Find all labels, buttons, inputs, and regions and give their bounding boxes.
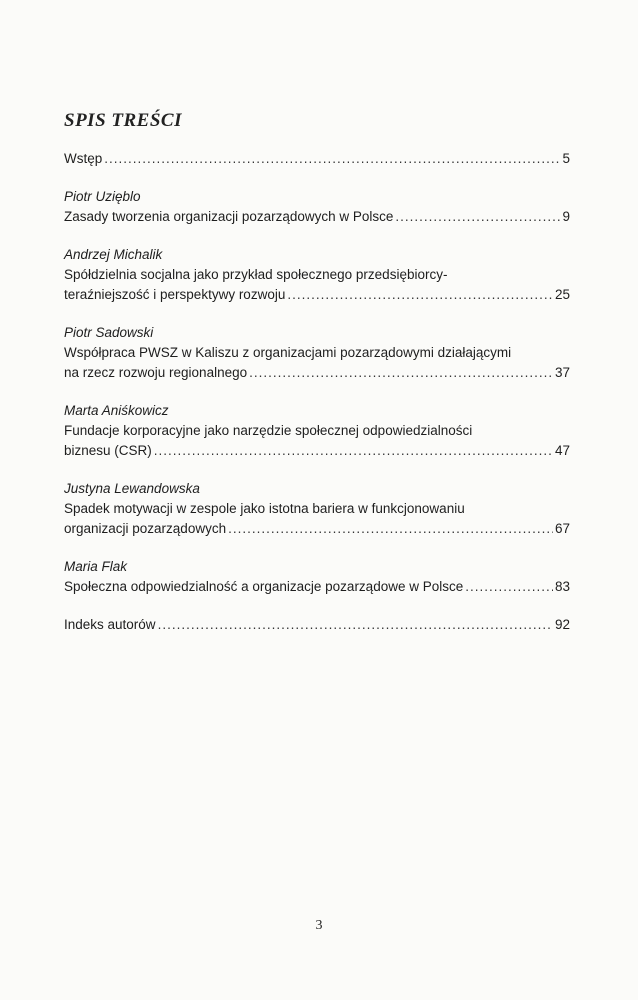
toc-page-number: 47 xyxy=(554,443,570,458)
toc-author: Marta Aniśkowicz xyxy=(64,403,169,418)
toc-page-number: 5 xyxy=(562,151,570,166)
toc-entry-line xyxy=(64,207,570,227)
toc-page-number: 83 xyxy=(554,579,570,594)
toc-entry-michalik xyxy=(64,245,570,305)
toc-entry-introduction xyxy=(64,149,570,169)
toc-entry-title-line: Spółdzielnia socjalna jako przykład społecznego przedsiębiorcy- xyxy=(64,267,448,282)
toc-entry-title: Indeks autorów xyxy=(64,617,156,632)
dot-leader xyxy=(158,615,553,635)
toc-entry-title: organizacji pozarządowych xyxy=(64,521,227,536)
dot-leader xyxy=(154,441,553,461)
dot-leader xyxy=(465,577,553,597)
toc-entry-title: biznesu (CSR) xyxy=(64,443,152,458)
toc-entry-line xyxy=(64,615,570,635)
toc-author: Maria Flak xyxy=(64,559,128,574)
toc-entry-title: teraźniejszość i perspektywy rozwoju xyxy=(64,287,286,302)
toc-author: Piotr Uzięblo xyxy=(64,189,141,204)
toc-entry-aniskowicz xyxy=(64,401,570,461)
dot-leader xyxy=(287,285,553,305)
toc-entry-title: Zasady tworzenia organizacji pozarządowych w Polsce xyxy=(64,209,394,224)
toc-entry-line xyxy=(64,285,570,305)
toc-entry-title-line: Współpraca PWSZ w Kaliszu z organizacjami pozarządowymi działającymi xyxy=(64,345,512,360)
dot-leader xyxy=(395,207,560,227)
toc-author: Justyna Lewandowska xyxy=(64,481,200,496)
dot-leader xyxy=(249,363,553,383)
toc-page-number: 92 xyxy=(554,617,570,632)
toc-entry-line xyxy=(64,519,570,539)
toc-entry-author-index xyxy=(64,615,570,635)
toc-page-number: 67 xyxy=(554,521,570,536)
toc-page-number: 25 xyxy=(554,287,570,302)
toc-entry-line xyxy=(64,363,570,383)
toc-page-number: 9 xyxy=(562,209,570,224)
toc-entry-line xyxy=(64,577,570,597)
toc-entry-lewandowska xyxy=(64,479,570,539)
toc-entry-flak xyxy=(64,557,570,597)
toc-entry-sadowski xyxy=(64,323,570,383)
toc-entry-line xyxy=(64,441,570,461)
toc-entry-title-line: Fundacje korporacyjne jako narzędzie społecznej odpowiedzialności xyxy=(64,423,473,438)
dot-leader xyxy=(104,149,560,169)
toc-entry-title: na rzecz rozwoju regionalnego xyxy=(64,365,248,380)
toc-page-number: 37 xyxy=(554,365,570,380)
toc-entry-title-line: Spadek motywacji w zespole jako istotna bariera w funkcjonowaniu xyxy=(64,501,465,516)
dot-leader xyxy=(228,519,553,539)
table-of-contents xyxy=(64,149,570,653)
toc-title: SPIS TREŚCI xyxy=(64,110,182,131)
toc-entry-uzieblo xyxy=(64,187,570,227)
toc-author: Andrzej Michalik xyxy=(64,247,163,262)
page-number: 3 xyxy=(315,918,323,933)
toc-entry-line xyxy=(64,149,570,169)
toc-entry-title: Wstęp xyxy=(64,151,103,166)
toc-author: Piotr Sadowski xyxy=(64,325,154,340)
toc-entry-title: Społeczna odpowiedzialność a organizacje pozarządowe w Polsce xyxy=(64,579,464,594)
